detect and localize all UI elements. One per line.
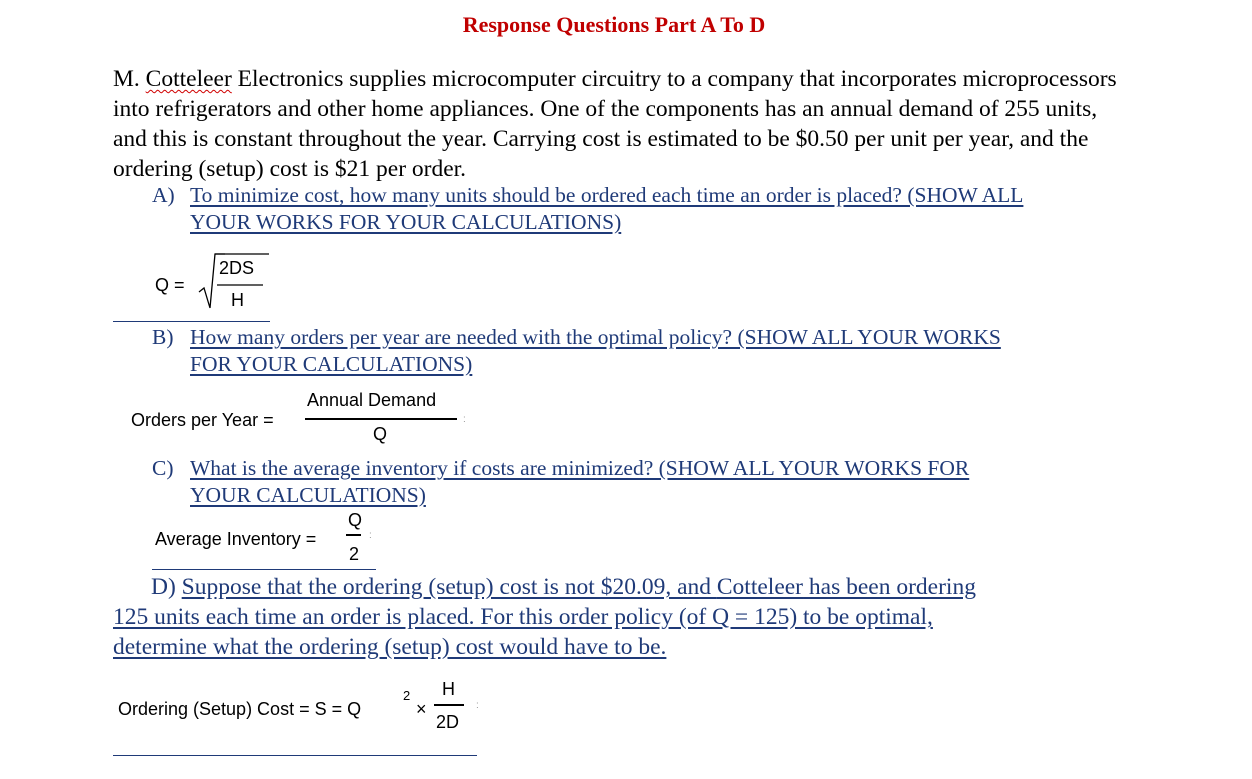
question-d-label: D) — [151, 574, 176, 600]
problem-statement — [113, 64, 1123, 184]
formula-setup-times: × — [416, 699, 427, 719]
formula-orders-denominator: Q — [373, 424, 388, 444]
formula-setup-numerator: H — [442, 679, 455, 699]
answer-line-c — [152, 569, 376, 570]
question-a-line2: YOUR WORKS FOR YOUR CALCULATIONS) — [190, 210, 622, 234]
question-a-line1: To minimize cost, how many units should be ordered each time an order is placed? (SHOW ALL — [190, 183, 1024, 207]
formula-eoq-lhs: Q = — [155, 275, 185, 295]
formula-setup-denominator: 2D — [436, 712, 460, 732]
question-d — [113, 572, 1073, 662]
cursor-mark: : — [369, 530, 372, 541]
question-d-part1: Suppose that the ordering (setup) cost is not $20.09, and — [181, 574, 717, 600]
question-d-name: Cotteleer — [716, 574, 804, 600]
question-a — [152, 182, 1152, 242]
question-d-line2: 125 units each time an order is placed. For this order policy (of Q = 125) to be optimal, — [113, 604, 933, 630]
formula-avg-numerator: Q — [348, 510, 363, 530]
formula-eoq-denominator: H — [231, 290, 244, 310]
question-b — [152, 324, 1152, 384]
question-d-part2: has been ordering — [803, 574, 976, 600]
formula-orders-bar — [305, 418, 457, 420]
formula-avg-denominator: 2 — [349, 544, 360, 564]
page-title: Response Questions Part A To D — [462, 12, 766, 37]
intro-company-name: Cotteleer — [145, 66, 232, 92]
formula-avg-lhs: Average Inventory = — [155, 529, 317, 549]
question-b-label: B) — [152, 325, 174, 349]
question-b-line2: FOR YOUR CALCULATIONS) — [190, 352, 473, 376]
answer-line-d — [113, 755, 477, 756]
formula-setup-bar — [434, 704, 464, 706]
formula-setup-lhs: Ordering (Setup) Cost = S = Q — [118, 699, 362, 719]
formula-setup-exponent: 2 — [403, 688, 411, 703]
formula-avg-bar — [346, 534, 361, 536]
question-d-line3: determine what the ordering (setup) cost would have to be. — [113, 634, 667, 660]
formula-orders-lhs: Orders per Year = — [131, 410, 274, 430]
answer-line-a — [113, 321, 270, 322]
question-c-line1: What is the average inventory if costs are minimized? (SHOW ALL YOUR WORKS FOR — [190, 456, 970, 480]
cursor-mark: : — [476, 700, 479, 711]
question-a-label: A) — [152, 183, 175, 207]
formula-orders-numerator: Annual Demand — [307, 390, 437, 410]
intro-body: Electronics supplies microcomputer circuitry to a company that incorporates microprocessors into refrigerators and other home appliances. One of the components has an annual demand of 255 units, and this is constant throughout the year. Carrying cost is estimated to be $0.50 per unit per year, and the ordering (setup) cost is $21 per order. — [113, 66, 1117, 182]
question-c-line2: YOUR CALCULATIONS) — [190, 483, 426, 507]
intro-name-prefix: M. — [113, 66, 146, 92]
question-c — [152, 455, 1152, 515]
cursor-mark: : — [463, 414, 466, 425]
question-b-line1: How many orders per year are needed with the optimal policy? (SHOW ALL YOUR WORKS — [190, 325, 1001, 349]
question-c-label: C) — [152, 456, 174, 480]
formula-eoq-numerator: 2DS — [219, 258, 255, 278]
